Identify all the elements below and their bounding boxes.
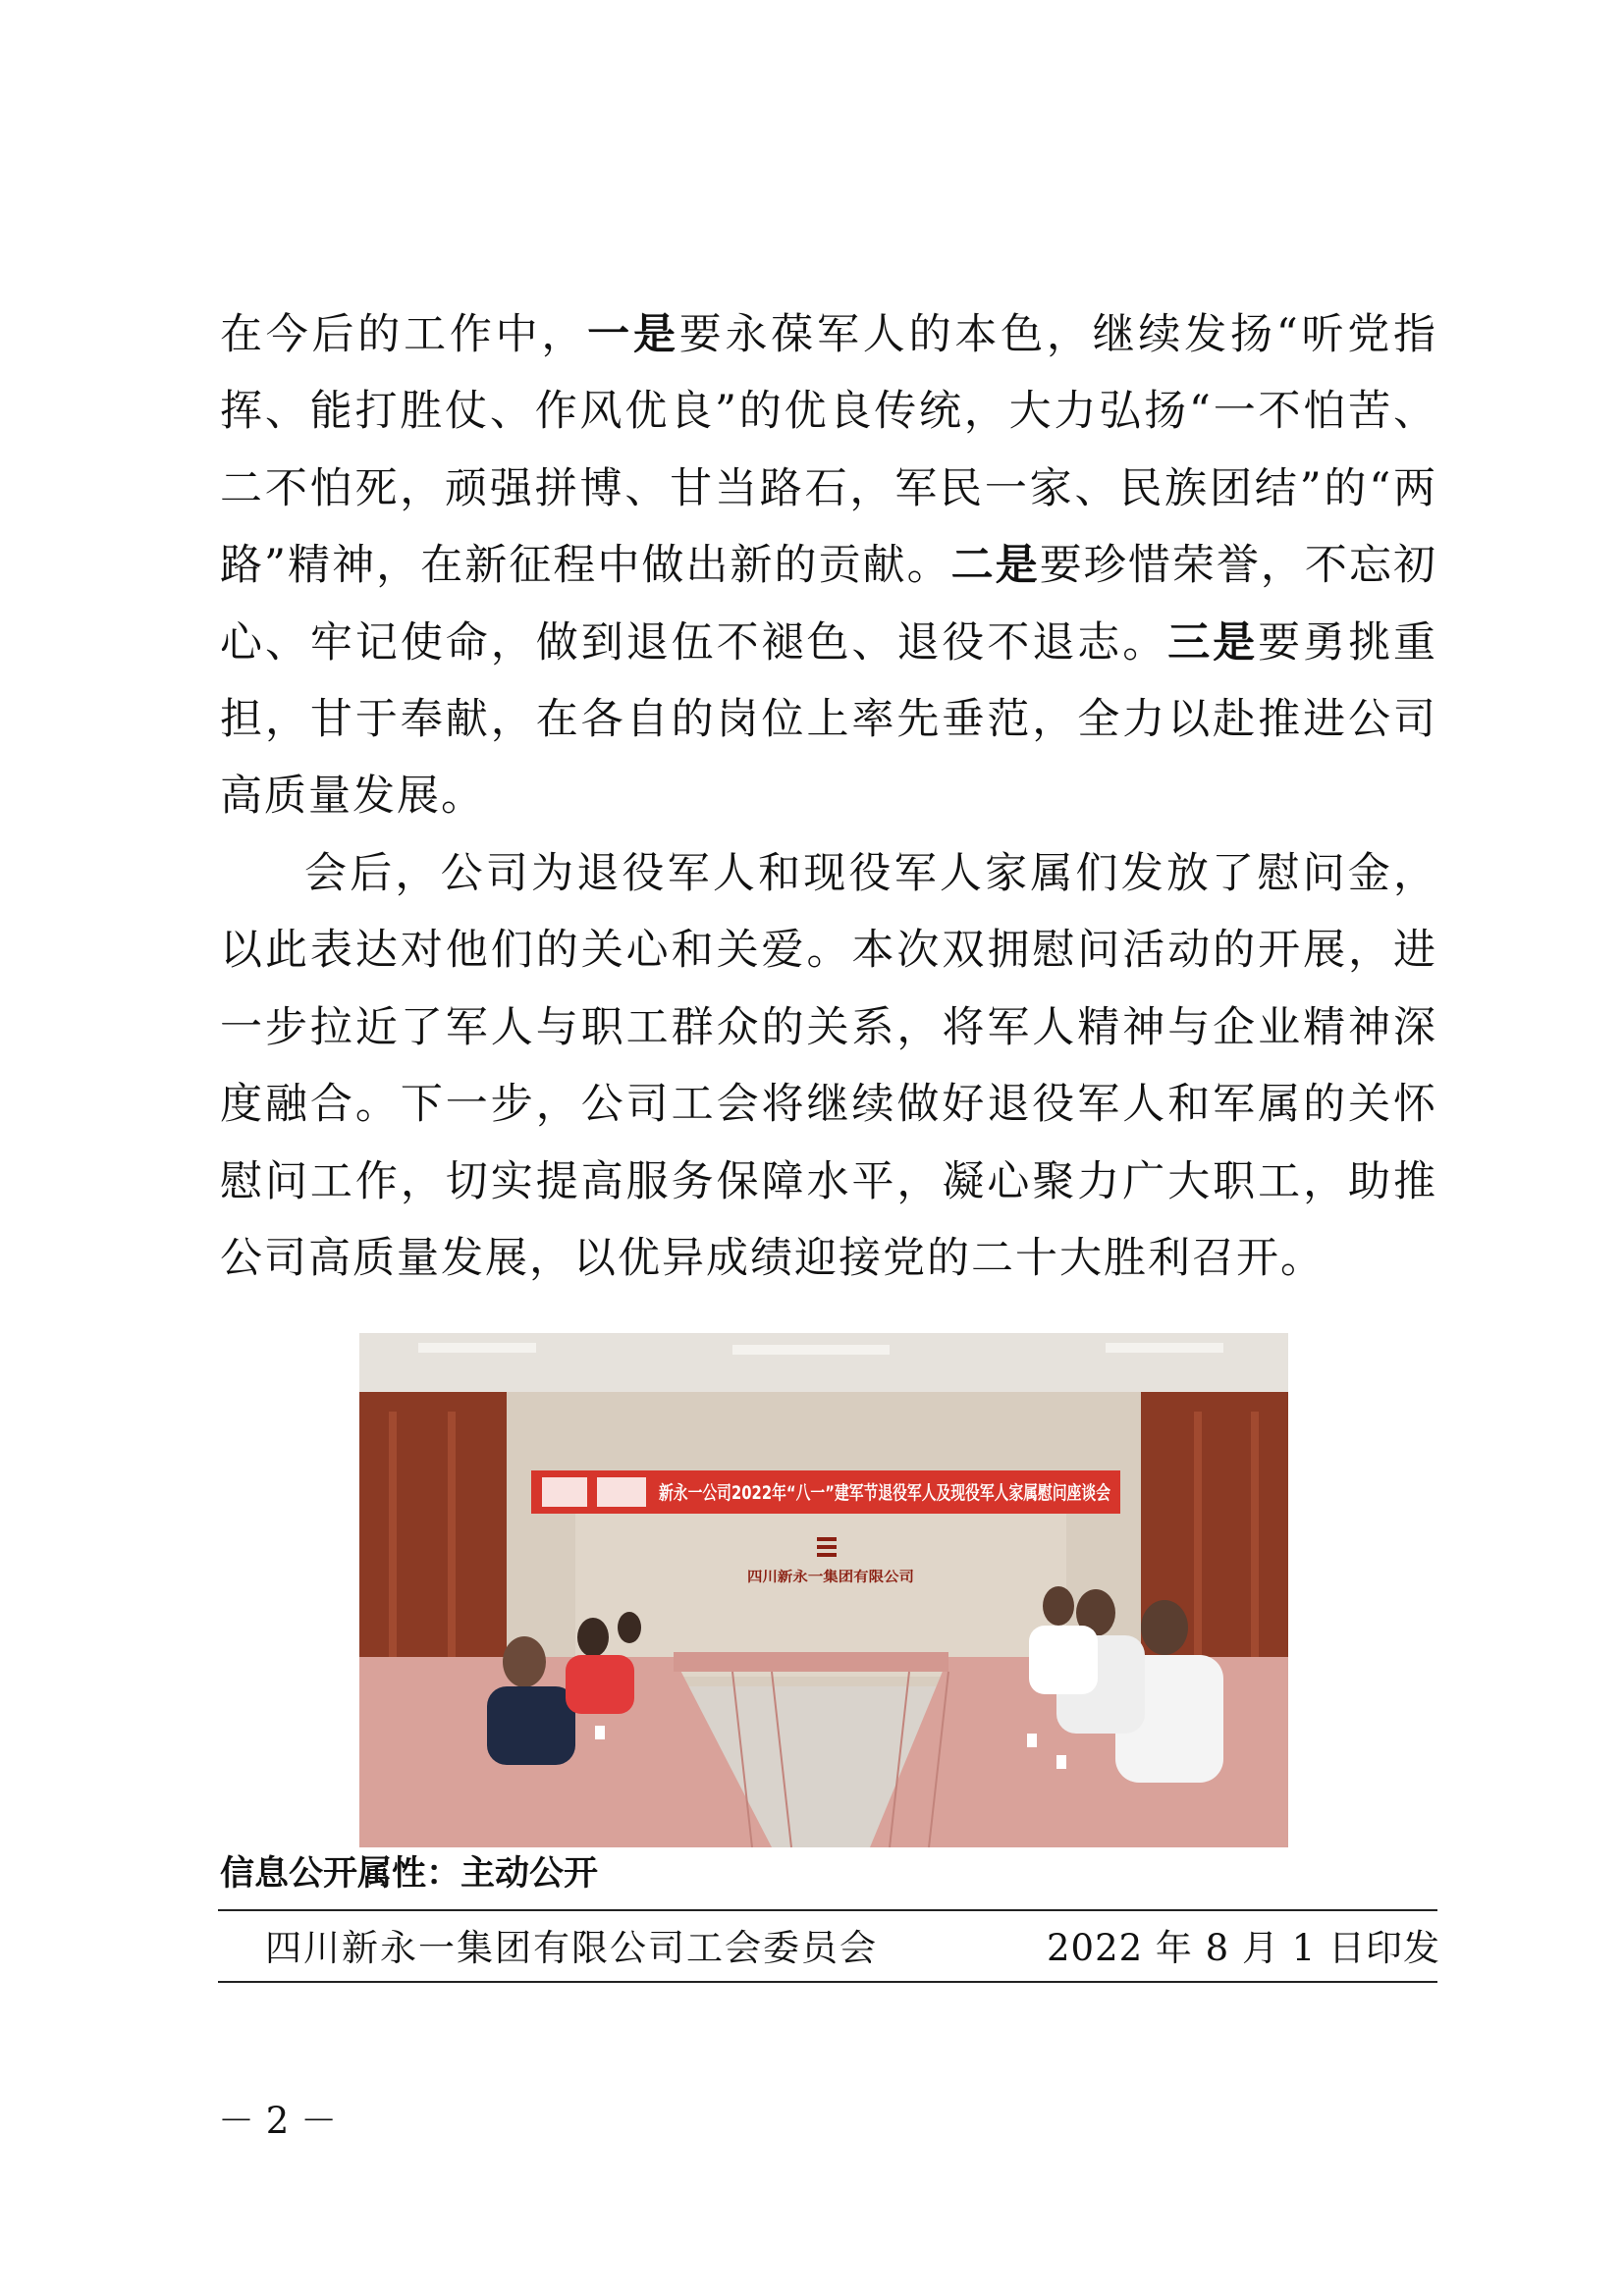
paragraph-text: 要永葆军人的本色，继续发扬“听党指挥、能打胜仗、作风优良”的优良传统，大力弘扬“一不怕苦、二不怕死，顽强拼博、甘当路石，军民一家、民族团结”的“两路”精神，在新征程中做出新的贡献。 [220, 310, 1438, 591]
divider-line [218, 1909, 1437, 1911]
issue-date: 2022 年 8 月 1 日印发 [1047, 1927, 1441, 1969]
emphasis-first: 一是 [587, 310, 679, 359]
meeting-photo [359, 1333, 1288, 1847]
disclosure-attribute: 信息公开属性：主动公开 [220, 1854, 599, 1894]
emphasis-third: 三是 [1167, 617, 1259, 667]
banner-text: 新永一公司2022年“八一”建军节退役军人及现役军人家属慰问座谈会 [659, 1482, 1239, 1504]
paragraph-text: 要勇挑重担，甘于奉献，在各自的岗位上率先垂范，全力以赴推进公司高质量发展。 [220, 617, 1438, 822]
page-number: － 2 － [218, 2100, 338, 2142]
issuer-name: 四川新永一集团有限公司工会委员会 [265, 1927, 878, 1969]
body-paragraph-1 [220, 296, 1437, 835]
divider-line [218, 1981, 1437, 1983]
wall-sign: 四川新永一集团有限公司 [747, 1570, 898, 1585]
paragraph-text: 要珍惜荣誉，不忘初心、牢记使命，做到退伍不褪色、退役不退志。 [220, 541, 1438, 667]
emphasis-second: 二是 [950, 541, 1040, 591]
body-paragraph-2: 会后，公司为退役军人和现役军人家属们发放了慰问金，以此表达对他们的关心和关爱。本次双拥慰问活动的开展，进一步拉近了军人与职工群众的关系，将军人精神与企业精神深度融合。下一步，公司工会将继续做好退役军人和军属的关怀慰问工作，切实提高服务保障水平，凝心聚力广大职工，助推公司高质量发展，以优异成绩迎接党的二十大胜利召开。 [220, 849, 1437, 1284]
paragraph-text: 在今后的工作中， [220, 310, 588, 359]
